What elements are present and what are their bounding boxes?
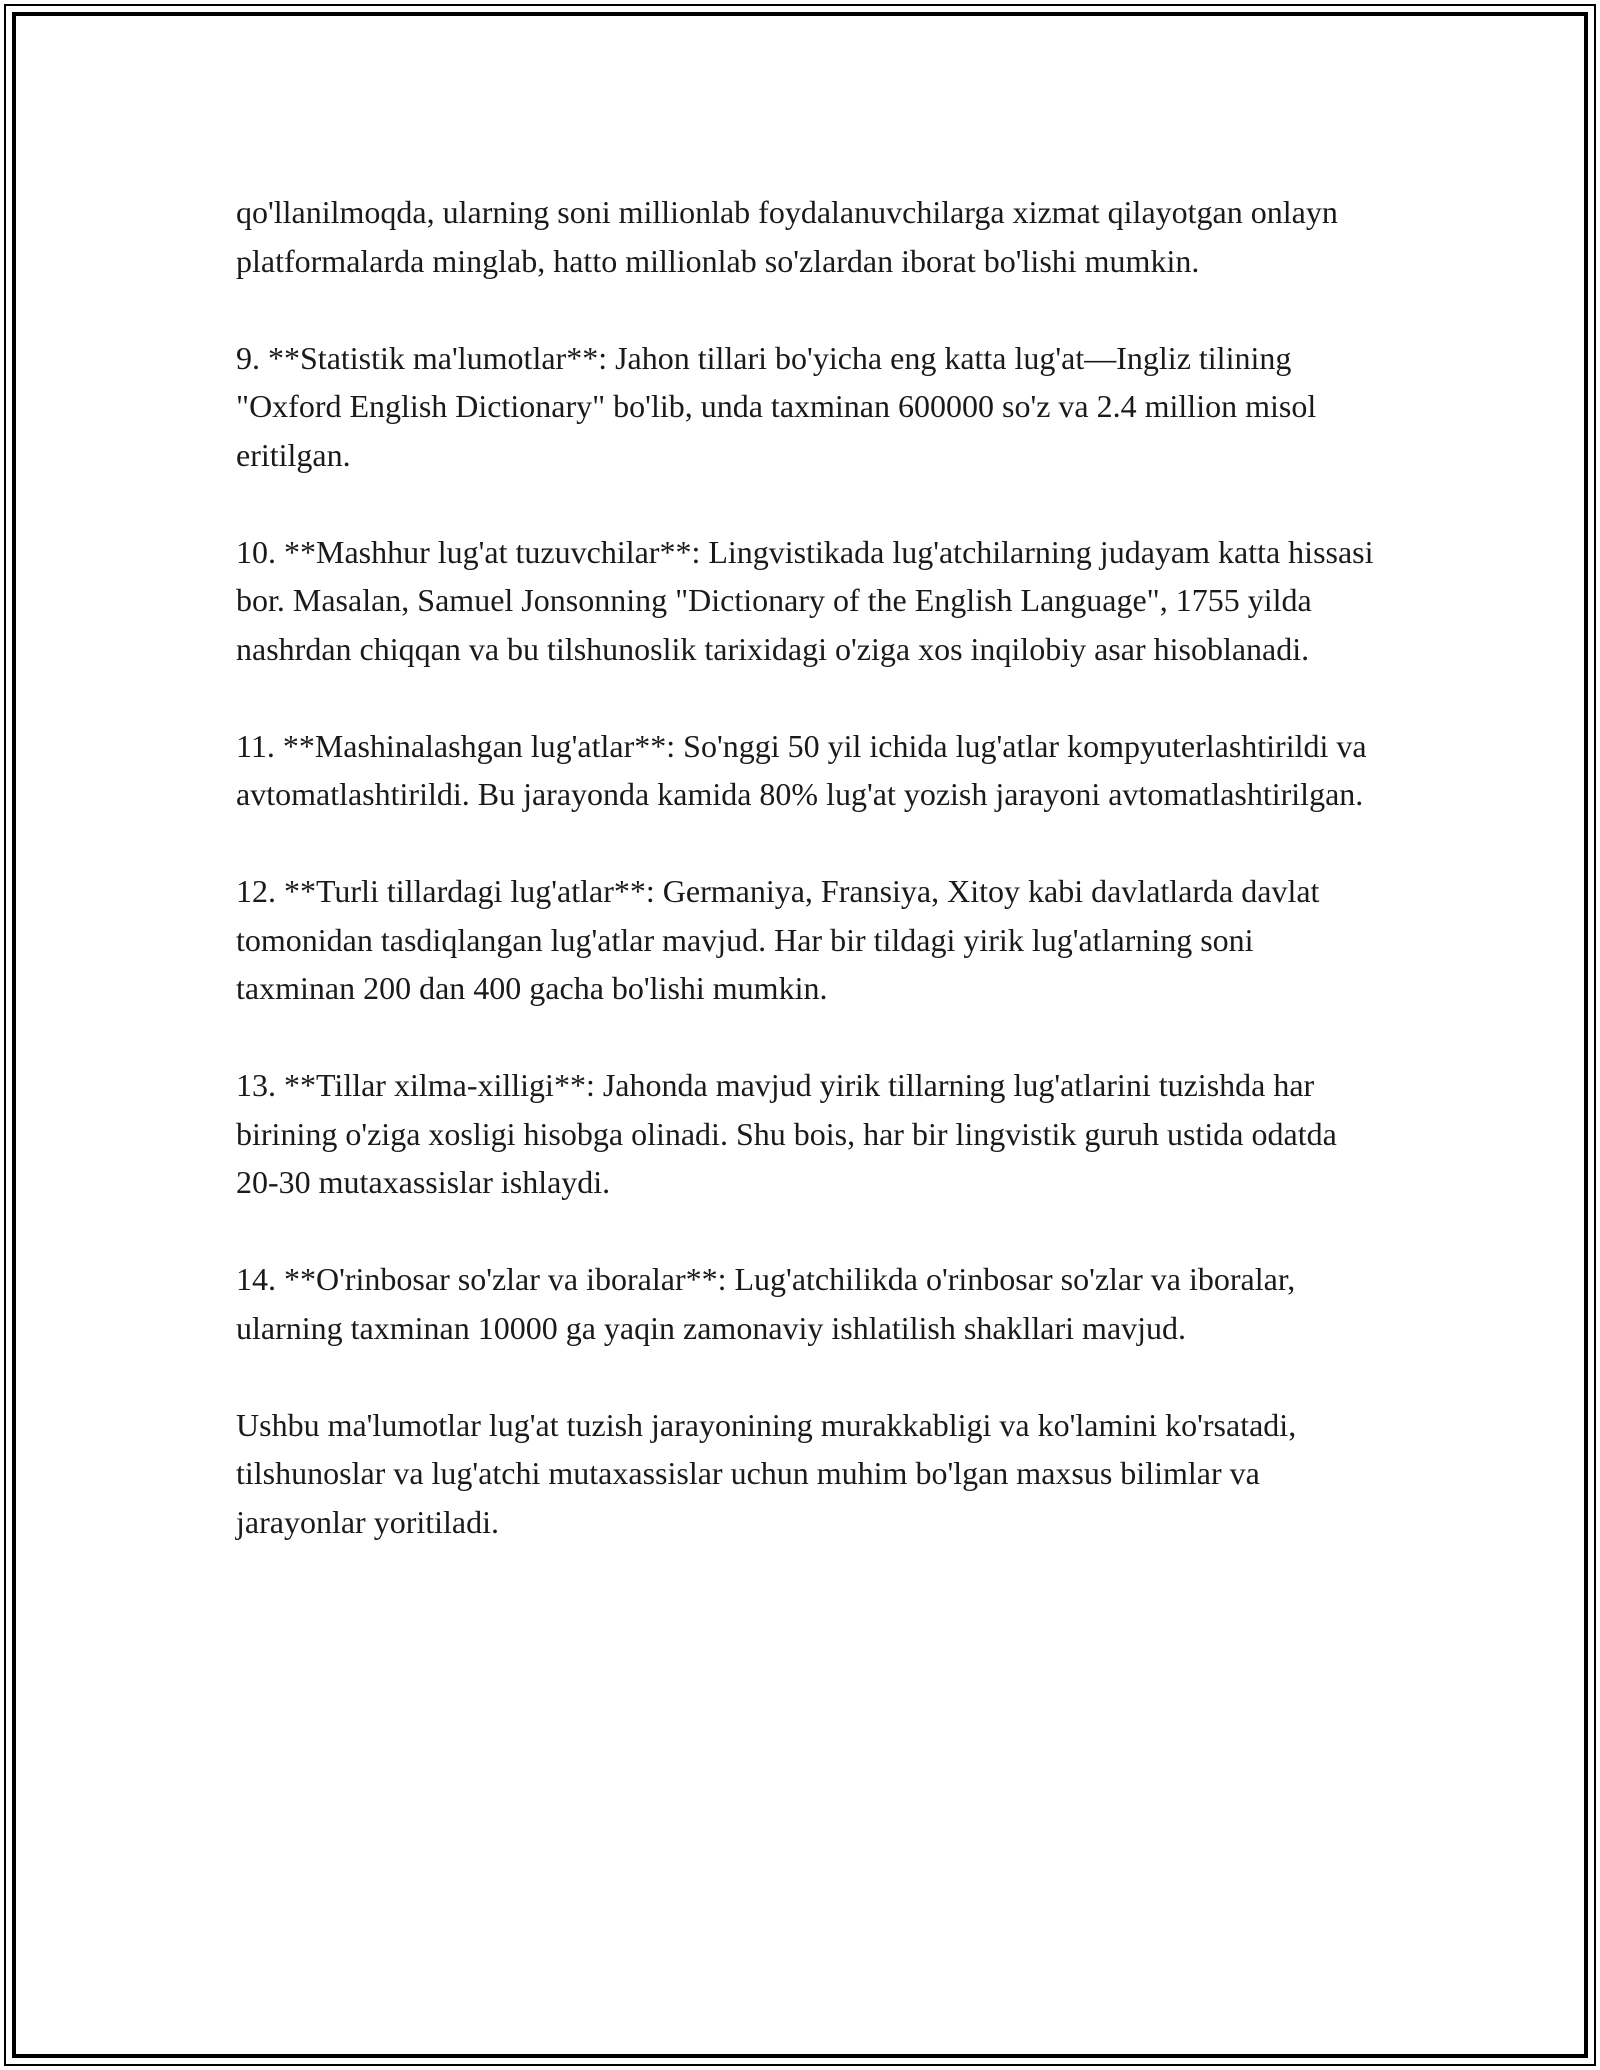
paragraph-item-13: 13. **Tillar xilma-xilligi**: Jahonda mavjud yirik tillarning lug'atlarini tuzishda har birining o'ziga xosligi hisobga olinadi. Shu bois, har bir lingvistik guruh ustida odatda 20-30 mutaxassislar ishlaydi. xyxy=(236,1067,1337,1200)
paragraph-item-10: 10. **Mashhur lug'at tuzuvchilar**: Lingvistikada lug'atchilarning judayam katta hissasi bor. Masalan, Samuel Jonsonning "Dictionary of the English Language", 1755 yilda nashrdan chiqqan va bu tilshunoslik tarixidagi o'ziga xos inqilobiy asar hisoblanadi. xyxy=(236,533,1374,667)
paragraph-continuation: qo'llanilmoqda, ularning soni millionlab foydalanuvchilarga xizmat qilayotgan onlayn platformalarda minglab, hatto millionlab so'zlardan iborat bo'lishi mumkin. xyxy=(236,194,1338,279)
paragraph-item-12: 12. **Turli tillardagi lug'atlar**: Germaniya, Fransiya, Xitoy kabi davlatlarda davlat tomonidan tasdiqlangan lug'atlar mavjud. Har bir tildagi yirik lug'atlarning soni taxminan 200 dan 400 gacha bo'lishi mumkin. xyxy=(236,873,1320,1006)
paragraph-item-11: 11. **Mashinalashgan lug'atlar**: So'nggi 50 yil ichida lug'atlar kompyuterlashtirildi va avtomatlashtirildi. Bu jarayonda kamida 80% lug'at yozish jarayoni avtomatlashtirilgan. xyxy=(236,727,1367,812)
paragraph-conclusion: Ushbu ma'lumotlar lug'at tuzish jarayonining murakkabligi va ko'lamini ko'rsatadi, tilshunoslar va lug'atchi mutaxassislar uchun muhim bo'lgan maxsus bilimlar va jarayonlar yoritiladi. xyxy=(236,1406,1297,1540)
paragraph-item-14: 14. **O'rinbosar so'zlar va iboralar**: Lug'atchilikda o'rinbosar so'zlar va iboralar, ularning taxminan 10000 ga yaqin zamonaviy ishlatilish shakllari mavjud. xyxy=(236,1261,1296,1346)
document-body xyxy=(236,188,1376,1595)
paragraph-item-9: 9. **Statistik ma'lumotlar**: Jahon tillari bo'yicha eng katta lug'at—Ingliz tilining "Oxford English Dictionary" bo'lib, unda taxminan 600000 so'z va 2.4 million misol eritilgan. xyxy=(236,339,1317,473)
